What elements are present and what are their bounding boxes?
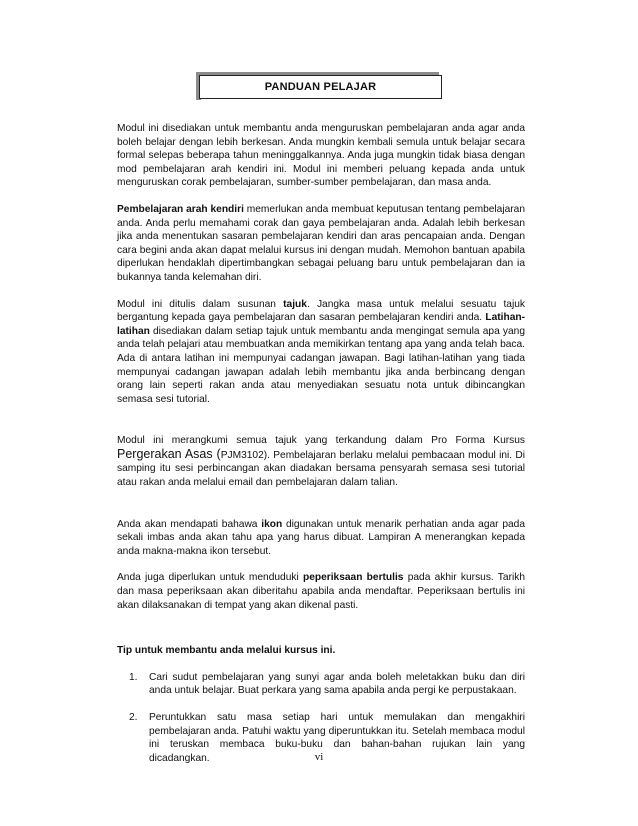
list-item-text: Cari sudut pembelajaran yang sunyi agar anda boleh meletakkan buku dan diri anda untuk belajar. Buat perkara yang sama apabila anda pergi ke perpustakaan. (149, 671, 525, 697)
paragraph-proforma-text-a: Modul ini merangkumi semua tajuk yang terkandung dalam Pro Forma Kursus (117, 435, 525, 447)
paragraph-topics-text-c: disediakan dalam setiap tajuk untuk membantu anda mengingat semula apa yang anda telah pelajari atau membuatkan anda memikirkan tentang apa yang anda telah baca. Ada di antara latihan ini mempunyai cadangan jawapan. Bagi latihan-latihan yang tiada mempunyai cadangan jawapan adalah lebih membantu jika anda berbincang dengan orang lain seperti rakan anda atau menyediakan sesuatu nota untuk dibincangkan semasa sesi tutorial. (117, 325, 525, 405)
list-item (117, 671, 525, 698)
paragraph-exam-text-b: pada akhir kursus. Tarikh dan masa peperiksaan akan diberitahu apabila anda mendaftar. Peperiksaan bertulis ini akan dilaksanakan di tempat yang akan dikenal pasti. (117, 572, 525, 611)
list-item-number: 2. (129, 712, 138, 723)
page-title: PANDUAN PELAJAR (264, 81, 377, 93)
paragraph-topics-text-a: Modul ini ditulis dalam susunan (117, 298, 284, 310)
paragraph-exam (117, 571, 525, 612)
paragraph-intro (117, 122, 525, 190)
term-icon: ikon (261, 518, 283, 530)
body-content (117, 122, 525, 765)
paragraph-proforma (117, 434, 525, 489)
paragraph-intro-text: Modul ini disediakan untuk membantu anda menguruskan pembelajaran anda agar anda boleh belajar dengan lebih berkesan. Anda mungkin kembali semula untuk belajar secara formal selepas beberapa tahun meninggalkannya. Anda juga mungkin tidak biasa dengan mod pembelajaran arah kendiri ini. Modul ini memberi peluang kepada anda untuk menguruskan corak pembelajaran, sumber-sumber pembelajaran, dan masa anda. (117, 123, 525, 189)
paragraph-exam-text-a: Anda juga diperlukan untuk menduduki (117, 572, 303, 584)
paragraph-self-directed-text: memerlukan anda membuat keputusan tentang pembelajaran anda. Anda perlu memahami corak dan gaya pembelajaran anda. Adalah lebih berkesan jika anda menentukan sasaran pembelajaran kendiri dan aras pencapaian anda. Dengan cara begini anda akan dapat melalui kursus ini dengan mudah. Memohon bantuan apabila diperlukan hendaklah dipertimbangkan sebagai peluang baru untuk pembelajaran dan ia bukannya tanda kelemahan diri. (117, 203, 525, 283)
term-written-exam: peperiksaan bertulis (302, 572, 404, 584)
list-item-text: Peruntukkan satu masa setiap hari untuk memulakan dan mengakhiri pembelajaran anda. Patuhi waktu yang diperuntukkan itu. Setelah membaca modul ini teruskan membaca buku-buku dan bahan-bahan rujukan lain yang dicadangkan. (149, 712, 525, 764)
term-self-directed: Pembelajaran arah kendiri (117, 203, 244, 215)
term-topic: tajuk (283, 298, 307, 310)
paragraph-icons (117, 518, 525, 559)
paragraph-icons-text-a: Anda akan mendapati bahawa (117, 518, 262, 530)
paragraph-topics-text-b: . Jangka masa untuk melalui sesuatu tajuk bergantung kepada gaya pembelajaran dan sasaran pembelajaran kendiri anda. (117, 298, 525, 324)
paragraph-topics (117, 298, 525, 407)
page-number: vi (314, 751, 324, 763)
paragraph-self-directed (117, 203, 525, 285)
title-box (196, 72, 444, 100)
list-item-number: 1. (129, 671, 138, 683)
term-exercises: Latihan-latihan (117, 312, 525, 337)
paragraph-proforma-text-b: PJM3102). Pembelajaran berlaku melalui pembacaan modul ini. Di samping itu sesi perbincangan akan diadakan bersama pensyarah semasa sesi tutorial atau rakan anda melalui email dan pembelajaran dalam talian. (117, 449, 525, 489)
course-name: Pergerakan Asas ( (117, 446, 221, 461)
paragraph-icons-text-b: digunakan untuk menarik perhatian anda agar pada sekali imbas anda akan tahu apa yang harus dibuat. Lampiran A menerangkan kepada anda makna-makna ikon tersebut. (117, 518, 525, 557)
tips-heading: Tip untuk membantu anda melalui kursus ini. (117, 645, 336, 657)
title-frame (199, 75, 442, 99)
